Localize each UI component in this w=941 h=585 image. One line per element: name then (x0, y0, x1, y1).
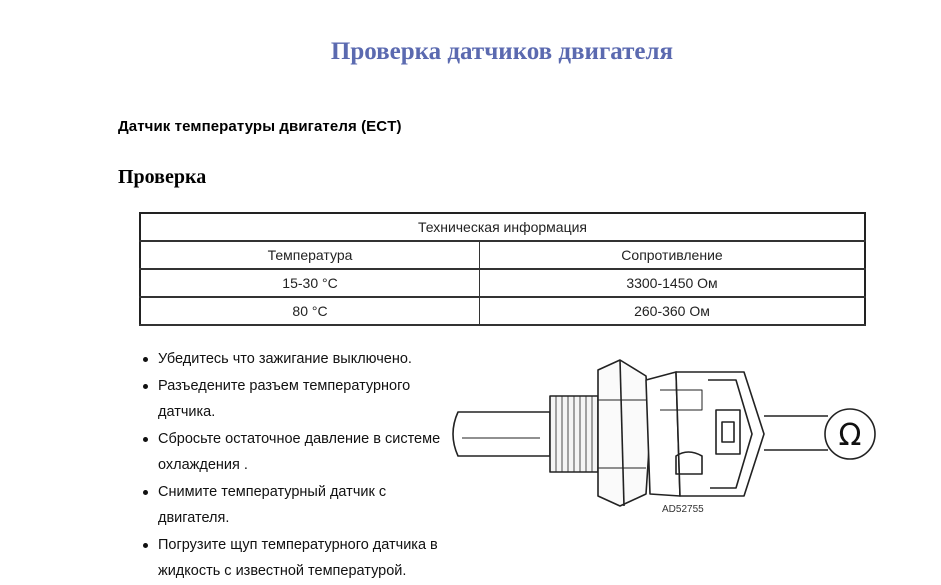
table-caption: Техническая информация (140, 213, 865, 241)
list-item: Снимите температурный датчик с двигателя. (140, 479, 448, 532)
sensor-diagram (440, 350, 880, 520)
header-temperature: Температура (140, 241, 480, 269)
table-caption-row (140, 213, 865, 241)
list-item: Сбросьте остаточное давление в системе охлаждения . (140, 426, 448, 479)
figure-code: AD52755 (662, 504, 704, 515)
list-item: Разъедените разъем температурного датчика. (140, 373, 448, 426)
technical-info-table (139, 212, 866, 326)
table-row (140, 297, 865, 325)
cell-resistance: 260-360 Ом (480, 297, 866, 325)
section-heading: Проверка (118, 166, 207, 188)
table-row (140, 269, 865, 297)
cell-temperature: 15-30 °С (140, 269, 480, 297)
cell-temperature: 80 °С (140, 297, 480, 325)
list-item: Убедитесь что зажигание выключено. (140, 346, 448, 373)
page-title: Проверка датчиков двигателя (330, 38, 674, 65)
header-resistance: Сопротивление (480, 241, 866, 269)
list-item: Погрузите щуп температурного датчика в жидкость с известной температурой. (140, 532, 448, 585)
sensor-subtitle: Датчик температуры двигателя (ECT) (118, 118, 402, 135)
ohm-symbol: Ω (838, 418, 862, 453)
cell-resistance: 3300-1450 Ом (480, 269, 866, 297)
check-steps-list (140, 346, 448, 585)
table-header-row (140, 241, 865, 269)
